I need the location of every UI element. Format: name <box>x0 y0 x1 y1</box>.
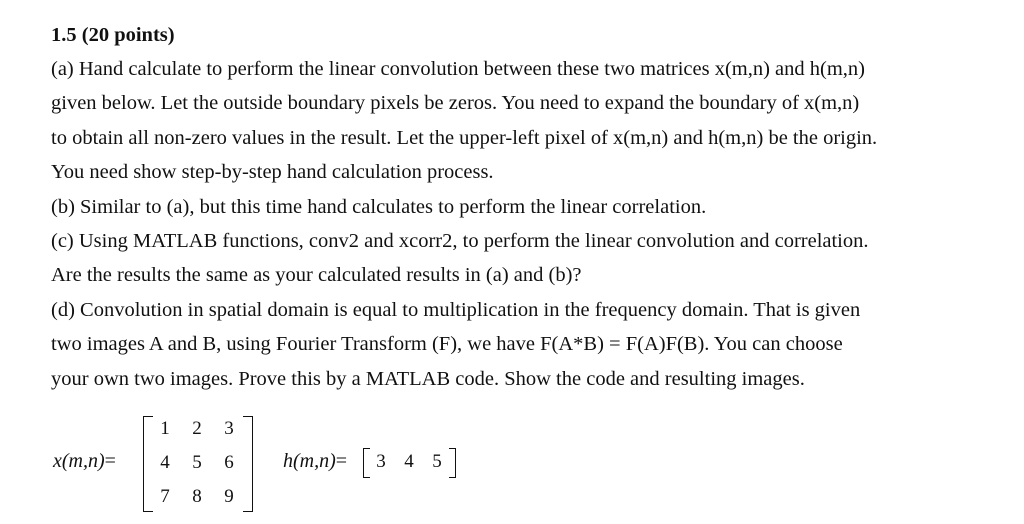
x-cell: 4 <box>160 452 170 473</box>
left-bracket <box>143 416 153 512</box>
x-cell: 6 <box>224 452 234 473</box>
x-equals: = <box>104 450 116 472</box>
x-cell: 5 <box>192 452 202 473</box>
h-equation-label <box>283 450 347 473</box>
text-line-7: Are the results the same as your calculated results in (a) and (b)? <box>51 264 582 287</box>
right-bracket <box>243 416 253 512</box>
x-label: x(m,n) <box>53 450 105 472</box>
text-line-8: (d) Convolution in spatial domain is equal to multiplication in the frequency domain. That is given <box>51 298 861 321</box>
x-cell: 9 <box>224 486 234 507</box>
h-cell: 3 <box>376 451 386 472</box>
x-cell: 7 <box>160 486 170 507</box>
h-cell: 4 <box>404 451 414 472</box>
left-bracket <box>363 448 370 478</box>
document <box>51 18 1001 396</box>
x-matrix <box>143 416 243 512</box>
x-equation-label <box>53 450 116 473</box>
text-line-10: your own two images. Prove this by a MATLAB code. Show the code and resulting images. <box>51 367 805 390</box>
matrix-equations <box>53 414 573 514</box>
x-cell: 2 <box>192 418 202 439</box>
problem-heading: 1.5 (20 points) <box>51 24 175 46</box>
h-label: h(m,n) <box>283 450 336 472</box>
text-line-1: (a) Hand calculate to perform the linear convolution between these two matrices x(m,n) and h(m,n) <box>51 58 866 80</box>
right-bracket <box>449 448 456 478</box>
h-cell: 5 <box>432 451 442 472</box>
text-line-9: two images A and B, using Fourier Transform (F), we have F(A*B) = F(A)F(B). You can choose <box>51 333 843 356</box>
h-vector <box>363 448 463 478</box>
text-line-6: (c) Using MATLAB functions, conv2 and xcorr2, to perform the linear convolution and correlation. <box>51 230 869 253</box>
x-cell: 8 <box>192 486 202 507</box>
x-cell: 1 <box>160 418 170 439</box>
text-line-2: given below. Let the outside boundary pixels be zeros. You need to expand the boundary of x(m,n) <box>51 92 860 115</box>
text-line-4: You need show step-by-step hand calculation process. <box>51 161 494 184</box>
x-cell: 3 <box>224 418 234 439</box>
text-line-3: to obtain all non-zero values in the result. Let the upper-left pixel of x(m,n) and h(m,n) be the origin. <box>51 126 878 149</box>
text-line-5: (b) Similar to (a), but this time hand calculates to perform the linear correlation. <box>51 195 707 218</box>
h-equals: = <box>335 450 348 472</box>
